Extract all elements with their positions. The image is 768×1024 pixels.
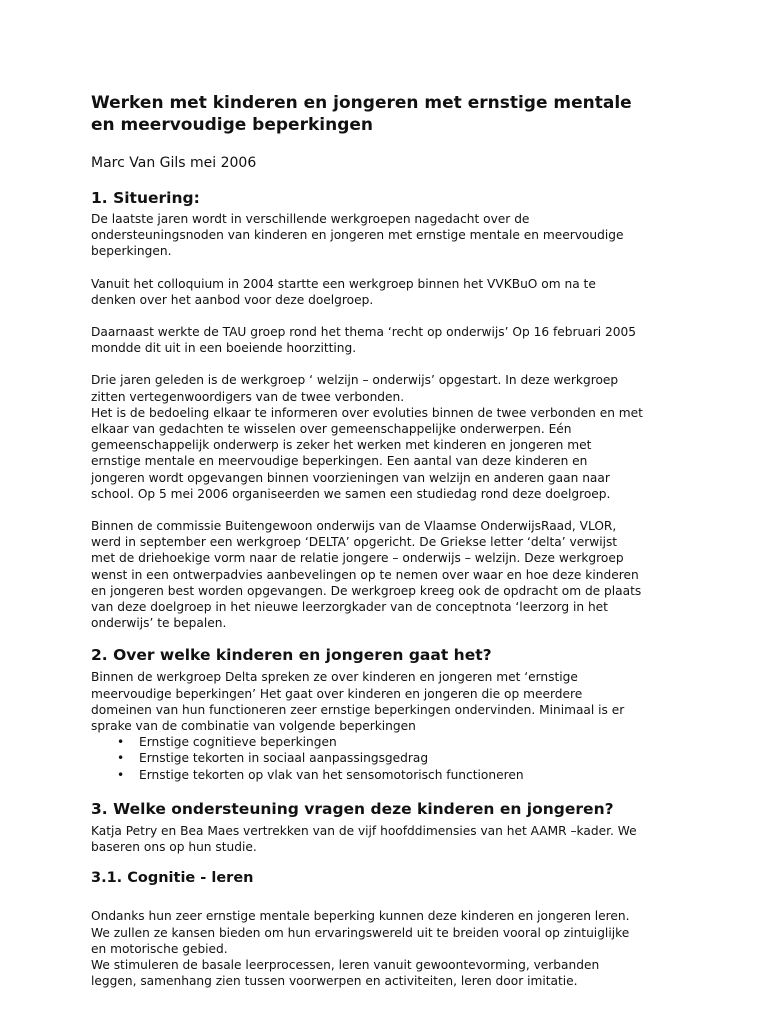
section-3-heading: 3. Welke ondersteuning vragen deze kinderen en jongeren? xyxy=(91,799,614,818)
section-2-heading: 2. Over welke kinderen en jongeren gaat het? xyxy=(91,646,492,665)
impairment-list xyxy=(91,734,691,783)
document-page xyxy=(91,92,691,989)
section-1-paragraph-3: Daarnaast werkte de TAU groep rond het thema ‘recht op onderwijs’ Op 16 februari 2005 mondde dit uit in een boeiende hoorzitting. xyxy=(91,325,636,356)
subsection-3-1-heading: 3.1. Cognitie - leren xyxy=(91,870,254,887)
bullet-icon: • xyxy=(117,735,125,750)
bullet-icon: • xyxy=(117,767,125,782)
bullet-icon: • xyxy=(117,751,125,766)
list-item-text: Ernstige tekorten op vlak van het sensomotorisch functioneren xyxy=(139,767,524,782)
subsection-3-1-paragraph-1: Ondanks hun zeer ernstige mentale beperking kunnen deze kinderen en jongeren leren. We zullen ze kansen bieden om hun ervaringswereld uit te breiden vooral op zintuiglijke en motorische gebied. We stimuleren de basale leerprocessen, leren vanuit gewoontevorming, verbanden leggen, samenhang zien tussen voorwerpen en activiteiten, leren door imitatie. xyxy=(91,909,630,989)
section-1-paragraph-1: De laatste jaren wordt in verschillende werkgroepen nagedacht over de ondersteuningsnoden van kinderen en jongeren met ernstige mentale en meervoudige beperkingen. xyxy=(91,212,624,259)
document-title-line-2: en meervoudige beperkingen xyxy=(91,115,374,135)
document-title-line-1: Werken met kinderen en jongeren met ernstige mentale xyxy=(91,93,632,113)
author-date-line: Marc Van Gils mei 2006 xyxy=(91,155,257,171)
list-item-text: Ernstige cognitieve beperkingen xyxy=(139,735,337,750)
document-title xyxy=(91,92,691,136)
section-2-paragraph-1: Binnen de werkgroep Delta spreken ze over kinderen en jongeren met ‘ernstige meervoudige beperkingen’ Het gaat over kinderen en jongeren die op meerdere domeinen van hun functioneren zeer ernstige beperkingen ondervinden. Minimaal is er sprake van de combinatie van volgende beperkingen xyxy=(91,670,625,734)
list-item xyxy=(91,750,691,766)
section-1-paragraph-2: Vanuit het colloquium in 2004 startte een werkgroep binnen het VVKBuO om na te denken over het aanbod voor deze doelgroep. xyxy=(91,276,596,307)
section-1-heading: 1. Situering: xyxy=(91,189,200,207)
section-3-paragraph-1: Katja Petry en Bea Maes vertrekken van de vijf hoofddimensies van het AAMR –kader. We baseren ons op hun studie. xyxy=(91,823,637,855)
section-1-paragraph-5: Binnen de commissie Buitengewoon onderwijs van de Vlaamse OnderwijsRaad, VLOR, werd in september een werkgroep ‘DELTA’ opgericht. De Griekse letter ‘delta’ verwijst met de driehoekige vorm naar de relatie jongere – onderwijs – welzijn. Deze werkgroep wenst in een ontwerpadvies aanbevelingen op te nemen over waar en hoe deze kinderen en jongeren best worden opgevangen. De werkgroep kreeg ook de opdracht om de plaats van deze doelgroep in het nieuwe leerzorgkader van de conceptnota ‘leerzorg in het onderwijs’ te bepalen. xyxy=(91,519,642,631)
section-1-paragraph-4: Drie jaren geleden is de werkgroep ‘ welzijn – onderwijs’ opgestart. In deze werkgroep zitten vertegenwoordigers van de twee verbonden. Het is de bedoeling elkaar te informeren over evoluties binnen de twee verbonden en met elkaar van gedachten te wisselen over gemeenschappelijke onderwerpen. Eén gemeenschappelijk onderwerp is zeker het werken met kinderen en jongeren met ernstige mentale en meervoudige beperkingen. Een aantal van deze kinderen en jongeren wordt opgevangen binnen voorzieningen van welzijn en anderen gaan naar school. Op 5 mei 2006 organiseerden we samen een studiedag rond deze doelgroep. xyxy=(91,373,643,501)
list-item-text: Ernstige tekorten in sociaal aanpassingsgedrag xyxy=(139,751,429,766)
list-item xyxy=(91,767,691,783)
list-item xyxy=(91,734,691,750)
